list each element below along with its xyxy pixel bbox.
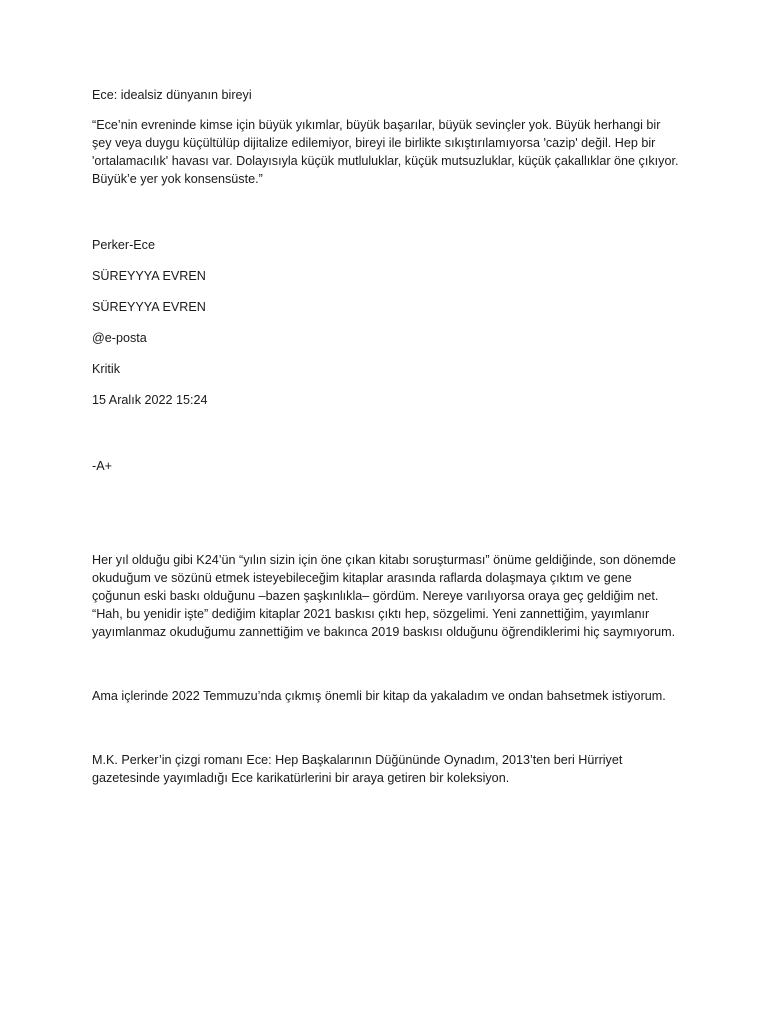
paragraph-2: Ama içlerinde 2022 Temmuzu’nda çıkmış önemli bir kitap da yakaladım ve ondan bahsetmek istiyorum. — [92, 689, 666, 703]
document-body — [92, 86, 682, 787]
font-size-control[interactable]: -A+ — [92, 459, 112, 473]
publish-date: 15 Aralık 2022 15:24 — [92, 393, 208, 407]
author-name-repeat[interactable]: SÜREYYYA EVREN — [92, 300, 206, 314]
article-title: Ece: idealsiz dünyanın bireyi — [92, 88, 252, 102]
paragraph-1: Her yıl olduğu gibi K24’ün “yılın sizin için öne çıkan kitabı soruşturması” önüme geldiğinde, son dönemde okuduğum ve sözünü etmek isteyebileceğim kitaplar arasında raflarda dolaşmaya çıktım ve gene çoğunun eski baskı olduğunu –bazen şaşkınlıkla– gördüm. Nereye varılıyorsa oraya geç geldiğim net. “Hah, bu yenidir işte” dediğim kitaplar 2021 baskısı çıktı hep, sözgelimi. Yeni zannettiğim, yayımlanır yayımlanmaz okuduğumu zannettiğim ve bakınca 2019 baskısı olduğunu öğrendiklerimi hiç saymıyorum. — [92, 553, 676, 639]
category-link[interactable]: Kritik — [92, 362, 120, 376]
paragraph-3: M.K. Perker’in çizgi romanı Ece: Hep Başkalarının Düğününde Oynadım, 2013’ten beri Hürriyet gazetesinde yayımladığı Ece karikatürlerini bir araya getiren bir koleksiyon. — [92, 753, 623, 785]
email-link[interactable]: @e-posta — [92, 331, 147, 345]
author-name[interactable]: SÜREYYYA EVREN — [92, 269, 206, 283]
article-quote: “Ece’nin evreninde kimse için büyük yıkımlar, büyük başarılar, büyük sevinçler yok. Büyük herhangi bir şey veya duygu küçültülüp dijitalize edilemiyor, bireyi ile birlikte sıkıştırılamıyorsa 'cazip' değil. Hep bir 'ortalamacılık' havası var. Dolayısıyla küçük mutluluklar, küçük mutsuzluklar, küçük çakallıklar öne çıkıyor. Büyük’e yer yok konsensüste.” — [92, 118, 679, 186]
article-tag[interactable]: Perker-Ece — [92, 238, 155, 252]
